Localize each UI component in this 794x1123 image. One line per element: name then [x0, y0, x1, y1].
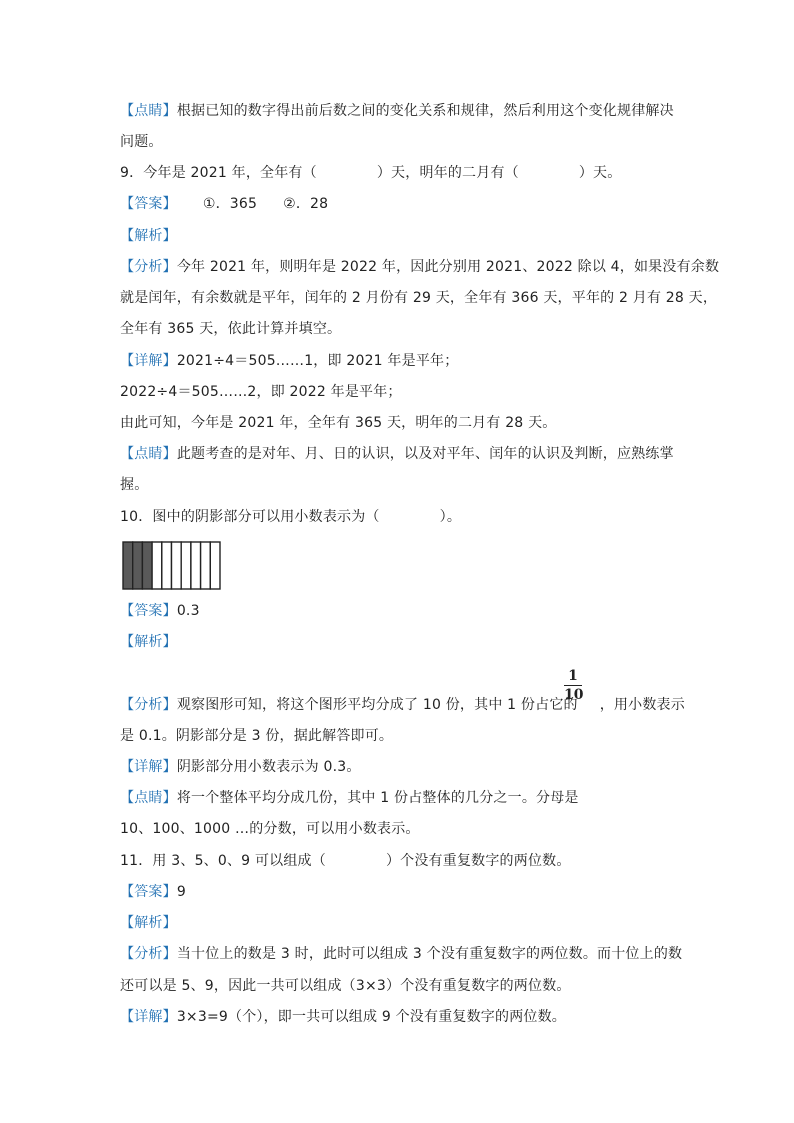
- fenxi-tag: 【分析】: [120, 697, 177, 713]
- analysis-tag: 【解析】: [120, 915, 177, 931]
- answer-tag: 【答案】: [120, 603, 177, 619]
- shaded-part: [133, 542, 143, 589]
- xiangjie-tag: 【详解】: [120, 1009, 177, 1025]
- q11-analysis-heading: [120, 912, 177, 934]
- answer-tag: 【答案】: [120, 196, 177, 212]
- analysis-tag: 【解析】: [120, 634, 177, 650]
- shaded-strip-figure: [122, 541, 222, 591]
- q10-dianjing-1: 【点睛】将一个整体平均分成几份，其中 1 份占整体的几分之一。分母是: [120, 790, 579, 806]
- shaded-part: [123, 542, 133, 589]
- q9-fenxi-2: 就是闰年，有余数就是平年，闰年的 2 月份有 29 天，全年有 366 天，平年的 2 月有 28 天，: [120, 290, 718, 306]
- unshaded-part: [191, 542, 201, 589]
- q9-analysis-heading: [120, 225, 177, 247]
- q11-answer: 【答案】9: [120, 884, 186, 900]
- q10-answer: 【答案】0.3: [120, 603, 200, 619]
- fraction-denominator: 10: [564, 687, 584, 703]
- answer-tag: 【答案】: [120, 884, 177, 900]
- xiangjie-tag: 【详解】: [120, 759, 177, 775]
- q10-fenxi-1: 【分析】观察图形可知，将这个图形平均分成了 10 份，其中 1 份占它的 ，用小数表示: [120, 697, 685, 713]
- xiangjie-tag: 【详解】: [120, 353, 177, 369]
- shaded-part: [142, 542, 152, 589]
- fenxi-tag: 【分析】: [120, 259, 177, 275]
- unshaded-part: [210, 542, 220, 589]
- dianjing-tag: 【点睛】: [120, 103, 177, 119]
- unshaded-part: [172, 542, 182, 589]
- q9-fenxi-3: 全年有 365 天，依此计算并填空。: [120, 321, 342, 337]
- unshaded-part: [201, 542, 211, 589]
- q9-xiangjie-2: 2022÷4＝505……2，即 2022 年是平年；: [120, 384, 402, 400]
- dianjing-line-2: 问题。: [120, 134, 163, 150]
- q11-xiangjie: 【详解】3×3=9（个），即一共可以组成 9 个没有重复数字的两位数。: [120, 1009, 567, 1025]
- q9-xiangjie-3: 由此可知，今年是 2021 年，全年有 365 天，明年的二月有 28 天。: [120, 415, 557, 431]
- unshaded-part: [181, 542, 191, 589]
- q10-dianjing-2: 10、100、1000 …的分数，可以用小数表示。: [120, 821, 420, 837]
- q10-analysis-heading: [120, 631, 177, 653]
- question-10: 10．图中的阴影部分可以用小数表示为（ ）。: [120, 509, 462, 525]
- q10-fenxi-2: 是 0.1。阴影部分是 3 份，据此解答即可。: [120, 728, 394, 744]
- q11-fenxi-1: 【分析】当十位上的数是 3 时，此时可以组成 3 个没有重复数字的两位数。而十位上的数: [120, 946, 683, 962]
- analysis-tag: 【解析】: [120, 228, 177, 244]
- q10-xiangjie: 【详解】阴影部分用小数表示为 0.3。: [120, 759, 361, 775]
- question-9: 9．今年是 2021 年，全年有（ ）天，明年的二月有（ ）天。: [120, 165, 622, 181]
- dianjing-line-1: 【点睛】根据已知的数字得出前后数之间的变化关系和规律，然后利用这个变化规律解决: [120, 103, 674, 119]
- dianjing-tag: 【点睛】: [120, 446, 177, 462]
- q9-dianjing-1: 【点睛】此题考查的是对年、月、日的认识，以及对平年、闰年的认识及判断，应熟练掌: [120, 446, 674, 462]
- fraction-numerator: 1: [564, 668, 582, 686]
- fenxi-tag: 【分析】: [120, 946, 177, 962]
- unshaded-part: [152, 542, 162, 589]
- q9-answer: 【答案】 ①．365 ②．28: [120, 196, 329, 212]
- q9-dianjing-2: 握。: [120, 477, 149, 493]
- q9-fenxi-1: 【分析】今年 2021 年，则明年是 2022 年，因此分别用 2021、2022 除以 4，如果没有余数: [120, 259, 720, 275]
- question-11: 11．用 3、5、0、9 可以组成（ ）个没有重复数字的两位数。: [120, 853, 571, 869]
- q9-xiangjie-1: 【详解】2021÷4＝505……1，即 2021 年是平年；: [120, 353, 459, 369]
- q11-fenxi-2: 还可以是 5、9，因此一共可以组成（3×3）个没有重复数字的两位数。: [120, 978, 571, 994]
- dianjing-tag: 【点睛】: [120, 790, 177, 806]
- unshaded-part: [162, 542, 172, 589]
